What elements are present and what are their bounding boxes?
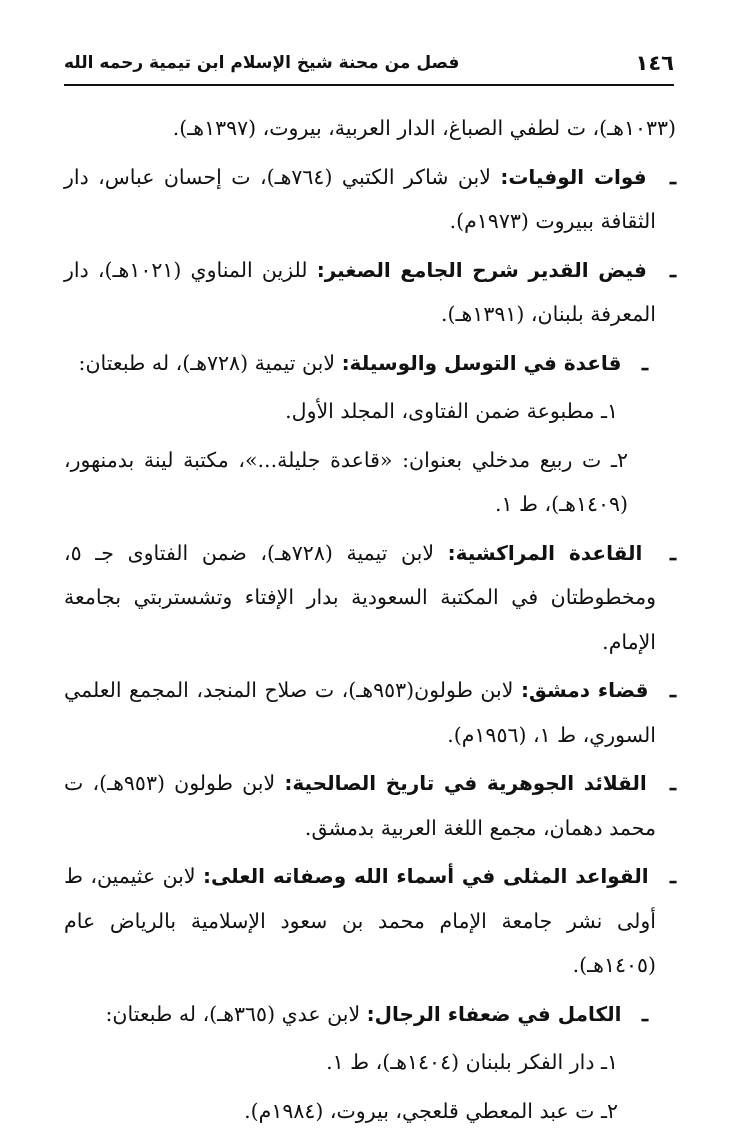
continued-entry: [64, 106, 676, 151]
entry-title: فوات الوفيات:: [500, 164, 647, 189]
entry-dash: ـ: [669, 678, 676, 702]
running-title: فصل من محنة شيخ الإسلام ابن تيمية رحمه الله: [64, 53, 460, 73]
entry-text: لابن تيمية (٧٢٨هـ)، ضمن الفتاوى جـ ٥، ومخطوطتان في المكتبة السعودية بدار الإفتاء وتشستربتي بجامعة الإمام.: [64, 540, 656, 654]
entry-title: القواعد المثلى في أسماء الله وصفاته العلى:: [202, 864, 649, 888]
entry-title: قضاء دمشق:: [520, 678, 649, 702]
bibliography-entry: [64, 992, 676, 1037]
entry-text: لابن طولون (٩٥٣هـ)، ت محمد دهمان، مجمع اللغة العربية بدمشق.: [64, 771, 656, 840]
sub-entry: ٢ـ ت ربيع مدخلي بعنوان: «قاعدة جليلة...»، مكتبة لينة بدمنهور، (١٤٠٩هـ)، ط ١.: [64, 447, 628, 516]
entry-title: القاعدة المراكشية:: [447, 540, 643, 565]
entry-dash: ـ: [669, 257, 676, 282]
bibliography-list: [64, 106, 676, 1137]
header-rule: [64, 84, 674, 86]
entry-text: للزين المناوي (١٠٢١هـ)، دار المعرفة بلبنان، (١٣٩١هـ).: [64, 257, 656, 326]
entry-dash: ـ: [641, 350, 648, 375]
entry-title: القلائد الجوهرية في تاريخ الصالحية:: [284, 771, 647, 795]
entry-text: (١٠٣٣هـ)، ت لطفي الصباغ، الدار العربية، بيروت، (١٣٩٧هـ).: [172, 116, 676, 140]
entry-title: الكامل في ضعفاء الرجال:: [366, 1001, 622, 1026]
sub-entry: ١ـ دار الفكر بلبنان (١٤٠٤هـ)، ط ١.: [326, 1050, 618, 1074]
bibliography-entry: [64, 531, 676, 665]
bibliography-entry: [64, 668, 676, 757]
entry-text: لابن تيمية (٧٢٨هـ)، له طبعتان:: [78, 350, 336, 375]
bibliography-entry: [64, 155, 676, 244]
entry-text: لابن شاكر الكتبي (٧٦٤هـ)، ت إحسان عباس، دار الثقافة ببيروت (١٩٧٣م).: [64, 164, 656, 233]
entry-title: فيض القدير شرح الجامع الصغير:: [316, 257, 647, 282]
bibliography-entry: [64, 854, 676, 988]
entry-text: لابن عثيمين، ط أولى نشر جامعة الإمام محمد بن سعود الإسلامية بالرياض عام (١٤٠٥هـ).: [64, 864, 656, 977]
bibliography-entry: [64, 248, 676, 337]
bibliography-entry: [64, 341, 676, 386]
sub-entry: ٢ـ ت عبد المعطي قلعجي، بيروت، (١٩٨٤م).: [244, 1098, 618, 1123]
entry-text: لابن طولون(٩٥٣هـ)، ت صلاح المنجد، المجمع العلمي السوري، ط ١، (١٩٥٦م).: [64, 678, 656, 747]
entry-title: قاعدة في التوسل والوسيلة:: [341, 350, 622, 375]
entry-text: لابن عدي (٣٦٥هـ)، له طبعتان:: [105, 1001, 361, 1026]
entry-dash: ـ: [669, 540, 676, 565]
entry-dash: ـ: [669, 771, 676, 795]
entry-dash: ـ: [669, 864, 676, 888]
entry-dash: ـ: [641, 1001, 648, 1026]
page-header: [64, 46, 674, 80]
entry-dash: ـ: [669, 164, 676, 189]
sub-entry: ١ـ مطبوعة ضمن الفتاوى، المجلد الأول.: [285, 399, 618, 423]
bibliography-entry: [64, 761, 676, 850]
page-number: ١٤٦: [635, 51, 674, 75]
